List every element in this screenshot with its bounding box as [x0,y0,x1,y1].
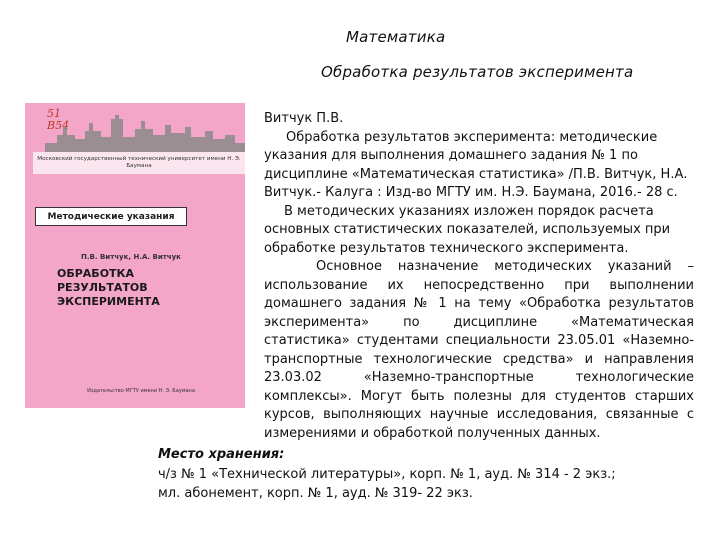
cover-series-banner: Методические указания [35,207,187,226]
cover-title [57,267,237,309]
book-cover-image [25,103,245,408]
storage-label: Место хранения: [158,447,285,462]
storage-location-lending: мл. абонемент, корп. № 1, ауд. № 319- 22 экз. [158,486,473,501]
cover-authors: П.В. Витчук, Н.А. Витчук [81,253,181,261]
storage-location-reading-room: ч/з № 1 «Технической литературы», корп. № 1, ауд. № 314 - 2 экз.; [158,467,616,482]
purpose-paragraph: Основное назначение методических указаний – использование их непосредственно при выполнении домашнего задания № 1 на тему «Обработка результатов эксперимента» по дисциплине «Математическая статистика» студентами специальности 23.05.01 «Наземно-транспортные технологические средства» и направления 23.03.02 «Наземно-транспортные технологические комплексы». Могут быть полезны для студентов старших курсов, выполняющих научные исследования, связанные с измерениями и обработкой полученных данных. [264,259,694,441]
cover-title-line2: РЕЗУЛЬТАТОВ ЭКСПЕРИМЕНТА [57,281,160,308]
page-topic-heading: Математика [346,28,446,46]
bibliographic-record: Обработка результатов эксперимента: методические указания для выполнения домашнего задания № 1 по дисциплине «Математическая статистика» /П.В. Витчук, Н.А. Витчук.- Калуга : Изд-во МГТУ им. Н.Э. Баумана, 2016.- 28 с. [264,129,688,200]
handwritten-shelf-mark: 51 В54 [47,107,70,132]
cover-university-name: Московский государственный технический университет имени Н. Э. Баумана [33,152,245,174]
book-description [264,110,694,443]
cover-publisher: Издательство МГТУ имени Н. Э. Баумана [87,388,195,394]
author-line: Витчук П.В. [264,111,344,126]
cover-title-line1: ОБРАБОТКА [57,267,135,280]
summary-paragraph: В методических указаниях изложен порядок расчета основных статистических показателей, используемых при обработке результатов технического эксперимента. [264,203,671,256]
page-subject-heading: Обработка результатов эксперимента [321,63,634,81]
university-building-silhouette [45,113,245,153]
